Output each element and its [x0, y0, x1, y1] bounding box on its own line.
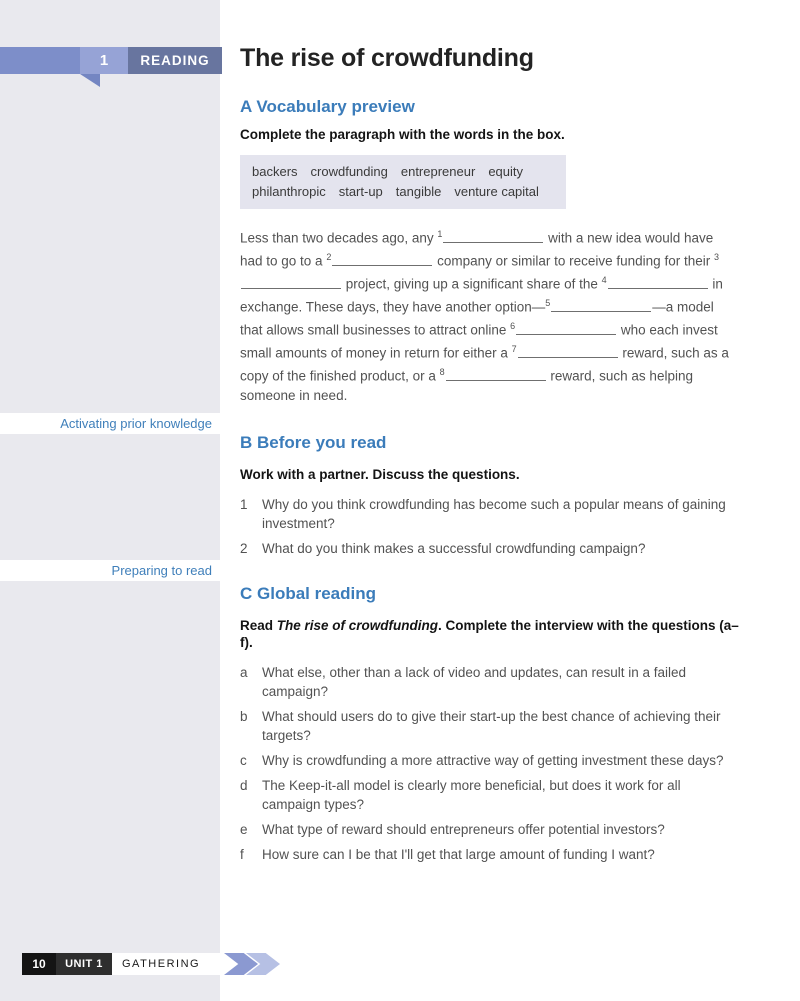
- blank-number: 6: [510, 321, 516, 331]
- fill-in-blank-line: [551, 300, 651, 312]
- vocabulary-word-box: [240, 155, 566, 209]
- fill-in-blank-line: [608, 277, 708, 289]
- vocab-word: crowdfunding: [310, 164, 388, 179]
- vocab-word: equity: [488, 164, 524, 179]
- question-text: Why do you think crowdfunding has become such a popular means of gaining investment?: [262, 496, 726, 531]
- blank-number: 7: [511, 344, 517, 354]
- question-item: [240, 707, 740, 745]
- before-you-read-heading: B Before you read: [240, 432, 387, 452]
- question-item: [240, 776, 740, 814]
- page-footer: [0, 953, 800, 975]
- question-item: [240, 751, 740, 770]
- main-content: [240, 0, 745, 870]
- question-number: 1: [240, 496, 248, 512]
- instruction-suffix: . Complete the interview with the questions (a–f).: [240, 617, 739, 650]
- global-reading-questions: [240, 663, 745, 864]
- blank-number: 1: [437, 229, 443, 239]
- vocab-word: philanthropic: [252, 184, 326, 199]
- reading-title-italic: The rise of crowdfunding: [276, 617, 439, 633]
- question-text: The Keep-it-all model is clearly more beneficial, but does it work for all campaign types?: [262, 777, 681, 812]
- before-you-read-questions: [240, 495, 745, 558]
- question-letter: f: [240, 846, 244, 862]
- banner-ribbon-bar: [0, 47, 80, 74]
- instruction-prefix: Read: [240, 617, 277, 633]
- question-item: [240, 495, 740, 533]
- unit-banner: [0, 47, 222, 74]
- question-item: [240, 663, 740, 701]
- page-number: 10: [22, 953, 56, 975]
- question-letter: b: [240, 708, 248, 724]
- vocab-word: tangible: [395, 184, 442, 199]
- question-number: 2: [240, 540, 248, 556]
- question-item: [240, 539, 740, 558]
- global-reading-heading: C Global reading: [240, 583, 377, 603]
- fill-in-blank-line: [516, 323, 616, 335]
- word-row: [252, 183, 554, 201]
- vocabulary-instruction: Complete the paragraph with the words in the box.: [240, 127, 565, 142]
- vocabulary-preview-heading: A Vocabulary preview: [240, 97, 415, 116]
- gap-fill-paragraph: Less than two decades ago, any $^1$ with a new idea would have had to go to a $^2$ company or similar to receive funding for their $^3$ project, giving up a significant share of the $^4$ in exchange. These days, they have another option—$^5$ —a model that allows small businesses to attract online $^6$ who each invest small amounts of money in return for either a $^7$ reward, such as a copy of the finished product, or a $^8$ reward, such as helping someone in need.: [240, 229, 729, 403]
- question-text: Why is crowdfunding a more attractive way of getting investment these days?: [262, 752, 724, 768]
- blank-number: 8: [439, 367, 445, 377]
- blank-number: 4: [601, 275, 607, 285]
- question-item: [240, 845, 740, 864]
- vocab-word: start-up: [338, 184, 383, 199]
- fill-in-blank-line: [518, 346, 618, 358]
- vocab-word: venture capital: [454, 184, 539, 199]
- question-text: What do you think makes a successful crowdfunding campaign?: [262, 540, 646, 556]
- blank-number: 2: [326, 252, 332, 262]
- question-item: [240, 820, 740, 839]
- footer-section-label: GATHERING: [112, 953, 222, 975]
- word-row: [252, 163, 554, 181]
- vocab-word: backers: [252, 164, 298, 179]
- section-label-reading: READING: [128, 47, 222, 74]
- question-letter: c: [240, 752, 247, 768]
- fill-in-blank-line: [241, 277, 341, 289]
- question-text: What type of reward should entrepreneurs offer potential investors?: [262, 821, 665, 837]
- question-letter: a: [240, 664, 248, 680]
- question-text: What else, other than a lack of video and updates, can result in a failed campaign?: [262, 664, 687, 699]
- margin-label-preparing-to-read: Preparing to read: [0, 560, 221, 581]
- fill-in-blank-line: [446, 369, 546, 381]
- before-you-read-instruction: Work with a partner. Discuss the questions.: [240, 466, 520, 482]
- question-letter: e: [240, 821, 248, 837]
- page-title: The rise of crowdfunding: [240, 44, 534, 72]
- unit-number: 1: [80, 47, 128, 74]
- fill-in-blank-line: [332, 254, 432, 266]
- question-text: How sure can I be that I'll get that large amount of funding I want?: [262, 846, 655, 862]
- unit-label: UNIT 1: [56, 953, 112, 975]
- question-text: What should users do to give their start-up the best chance of achieving their targets?: [262, 708, 721, 743]
- blank-number: 5: [545, 298, 551, 308]
- fill-in-blank-line: [443, 231, 543, 243]
- global-reading-instruction: [240, 617, 745, 651]
- sidebar-background: [0, 0, 220, 1001]
- vocab-word: entrepreneur: [400, 164, 476, 179]
- question-letter: d: [240, 777, 248, 793]
- margin-label-activating-prior-knowledge: Activating prior knowledge: [0, 413, 221, 434]
- blank-number: 3: [713, 252, 719, 262]
